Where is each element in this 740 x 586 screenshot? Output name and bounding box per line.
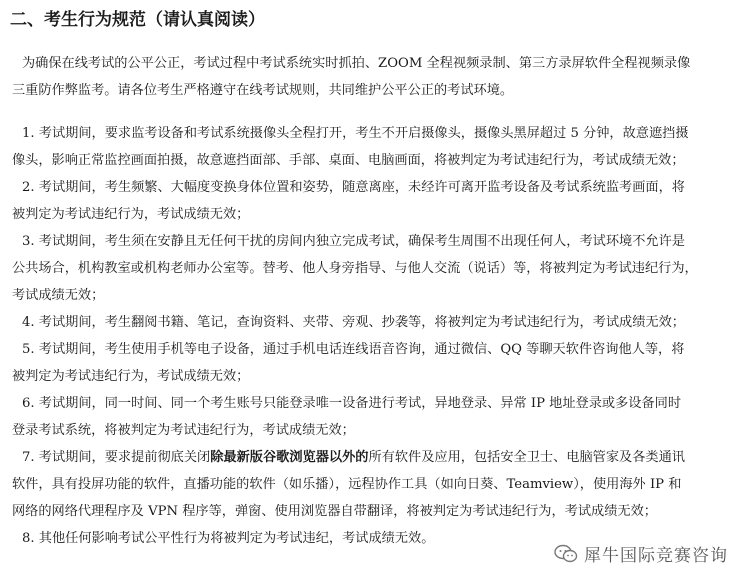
rule-item-2 [12, 174, 738, 228]
rule-line: 像头，影响正常监控画面拍摄，故意遮挡面部、手部、桌面、电脑画面，将被判定为考试违纪行为，考试成绩无效； [12, 153, 685, 168]
rules-list [12, 120, 738, 552]
rule-item-5 [12, 336, 738, 390]
rule-line: 软件，具有投屏功能的软件，直播功能的软件（如乐播），远程协作工具（如向日葵、Teamview），使用海外 IP 和 [12, 477, 682, 492]
section-heading: 二、考生行为规范（请认真阅读） [10, 10, 265, 30]
rule-item-1 [12, 120, 738, 174]
rule-line: 登录考试系统，将被判定为考试违纪行为，考试成绩无效； [12, 423, 355, 438]
wechat-icon [554, 544, 578, 564]
rule-line: 被判定为考试违纪行为，考试成绩无效； [12, 369, 250, 384]
rule-item-7 [12, 444, 738, 525]
rule-line [12, 444, 738, 471]
rule-line: 网络的网络代理程序及 VPN 程序等，弹窗、使用浏览器自带翻译，将被判定为考试违纪行为，考试成绩无效； [12, 504, 657, 519]
rule-item-4 [12, 309, 738, 336]
rule-line: 4. 考试期间，考生翻阅书籍、笔记，查询资料、夹带、旁观、抄袭等，将被判定为考试违纪行为，考试成绩无效； [22, 315, 685, 330]
intro-line: 三重防作弊监考。请各位考生严格遵守在线考试规则，共同维护公平公正的考试环境。 [12, 83, 514, 98]
rule-item-6 [12, 390, 738, 444]
intro-paragraph [12, 50, 732, 104]
rule-text: 所有软件及应用，包括安全卫士、电脑管家及各类通讯 [368, 450, 685, 465]
rule-line: 6. 考试期间，同一时间、同一个考生账号只能登录唯一设备进行考试，异地登录、异常 IP 地址登录或多设备同时 [22, 396, 682, 411]
rule-line: 5. 考试期间，考生使用手机等电子设备，通过手机电话连线语音咨询，通过微信、QQ 等聊天软件咨询他人等，将 [22, 342, 685, 357]
watermark-text: 犀牛国际竞赛咨询 [584, 546, 728, 566]
rule-text: 7. 考试期间，要求提前彻底关闭 [22, 450, 211, 465]
rule-line: 考试成绩无效； [12, 288, 105, 303]
rule-line: 被判定为考试违纪行为，考试成绩无效； [12, 207, 250, 222]
rule-line: 8. 其他任何影响考试公平性行为将被判定为考试违纪，考试成绩无效。 [22, 531, 435, 546]
rule-line: 2. 考试期间，考生频繁、大幅度变换身体位置和姿势，随意离座，未经许可离开监考设备及考试系统监考画面，将 [22, 180, 685, 195]
watermark [550, 539, 732, 568]
rule-item-3 [12, 228, 738, 309]
rule-line: 3. 考试期间，考生须在安静且无任何干扰的房间内独立完成考试，确保考生周围不出现任何人，考试环境不允许是 [22, 234, 685, 249]
rule-emphasis: 除最新版谷歌浏览器以外的 [210, 450, 369, 465]
intro-line: 为确保在线考试的公平公正，考试过程中考试系统实时抓拍、ZOOM 全程视频录制、第三方录屏软件全程视频录像 [22, 56, 691, 71]
rule-line: 1. 考试期间，要求监考设备和考试系统摄像头全程打开，考生不开启摄像头，摄像头黑屏超过 5 分钟，故意遮挡摄 [22, 126, 689, 141]
rule-line: 公共场合，机构教室或机构老师办公室等。替考、他人身旁指导、与他人交流（说话）等，将被判定为考试违纪行为， [12, 261, 698, 276]
